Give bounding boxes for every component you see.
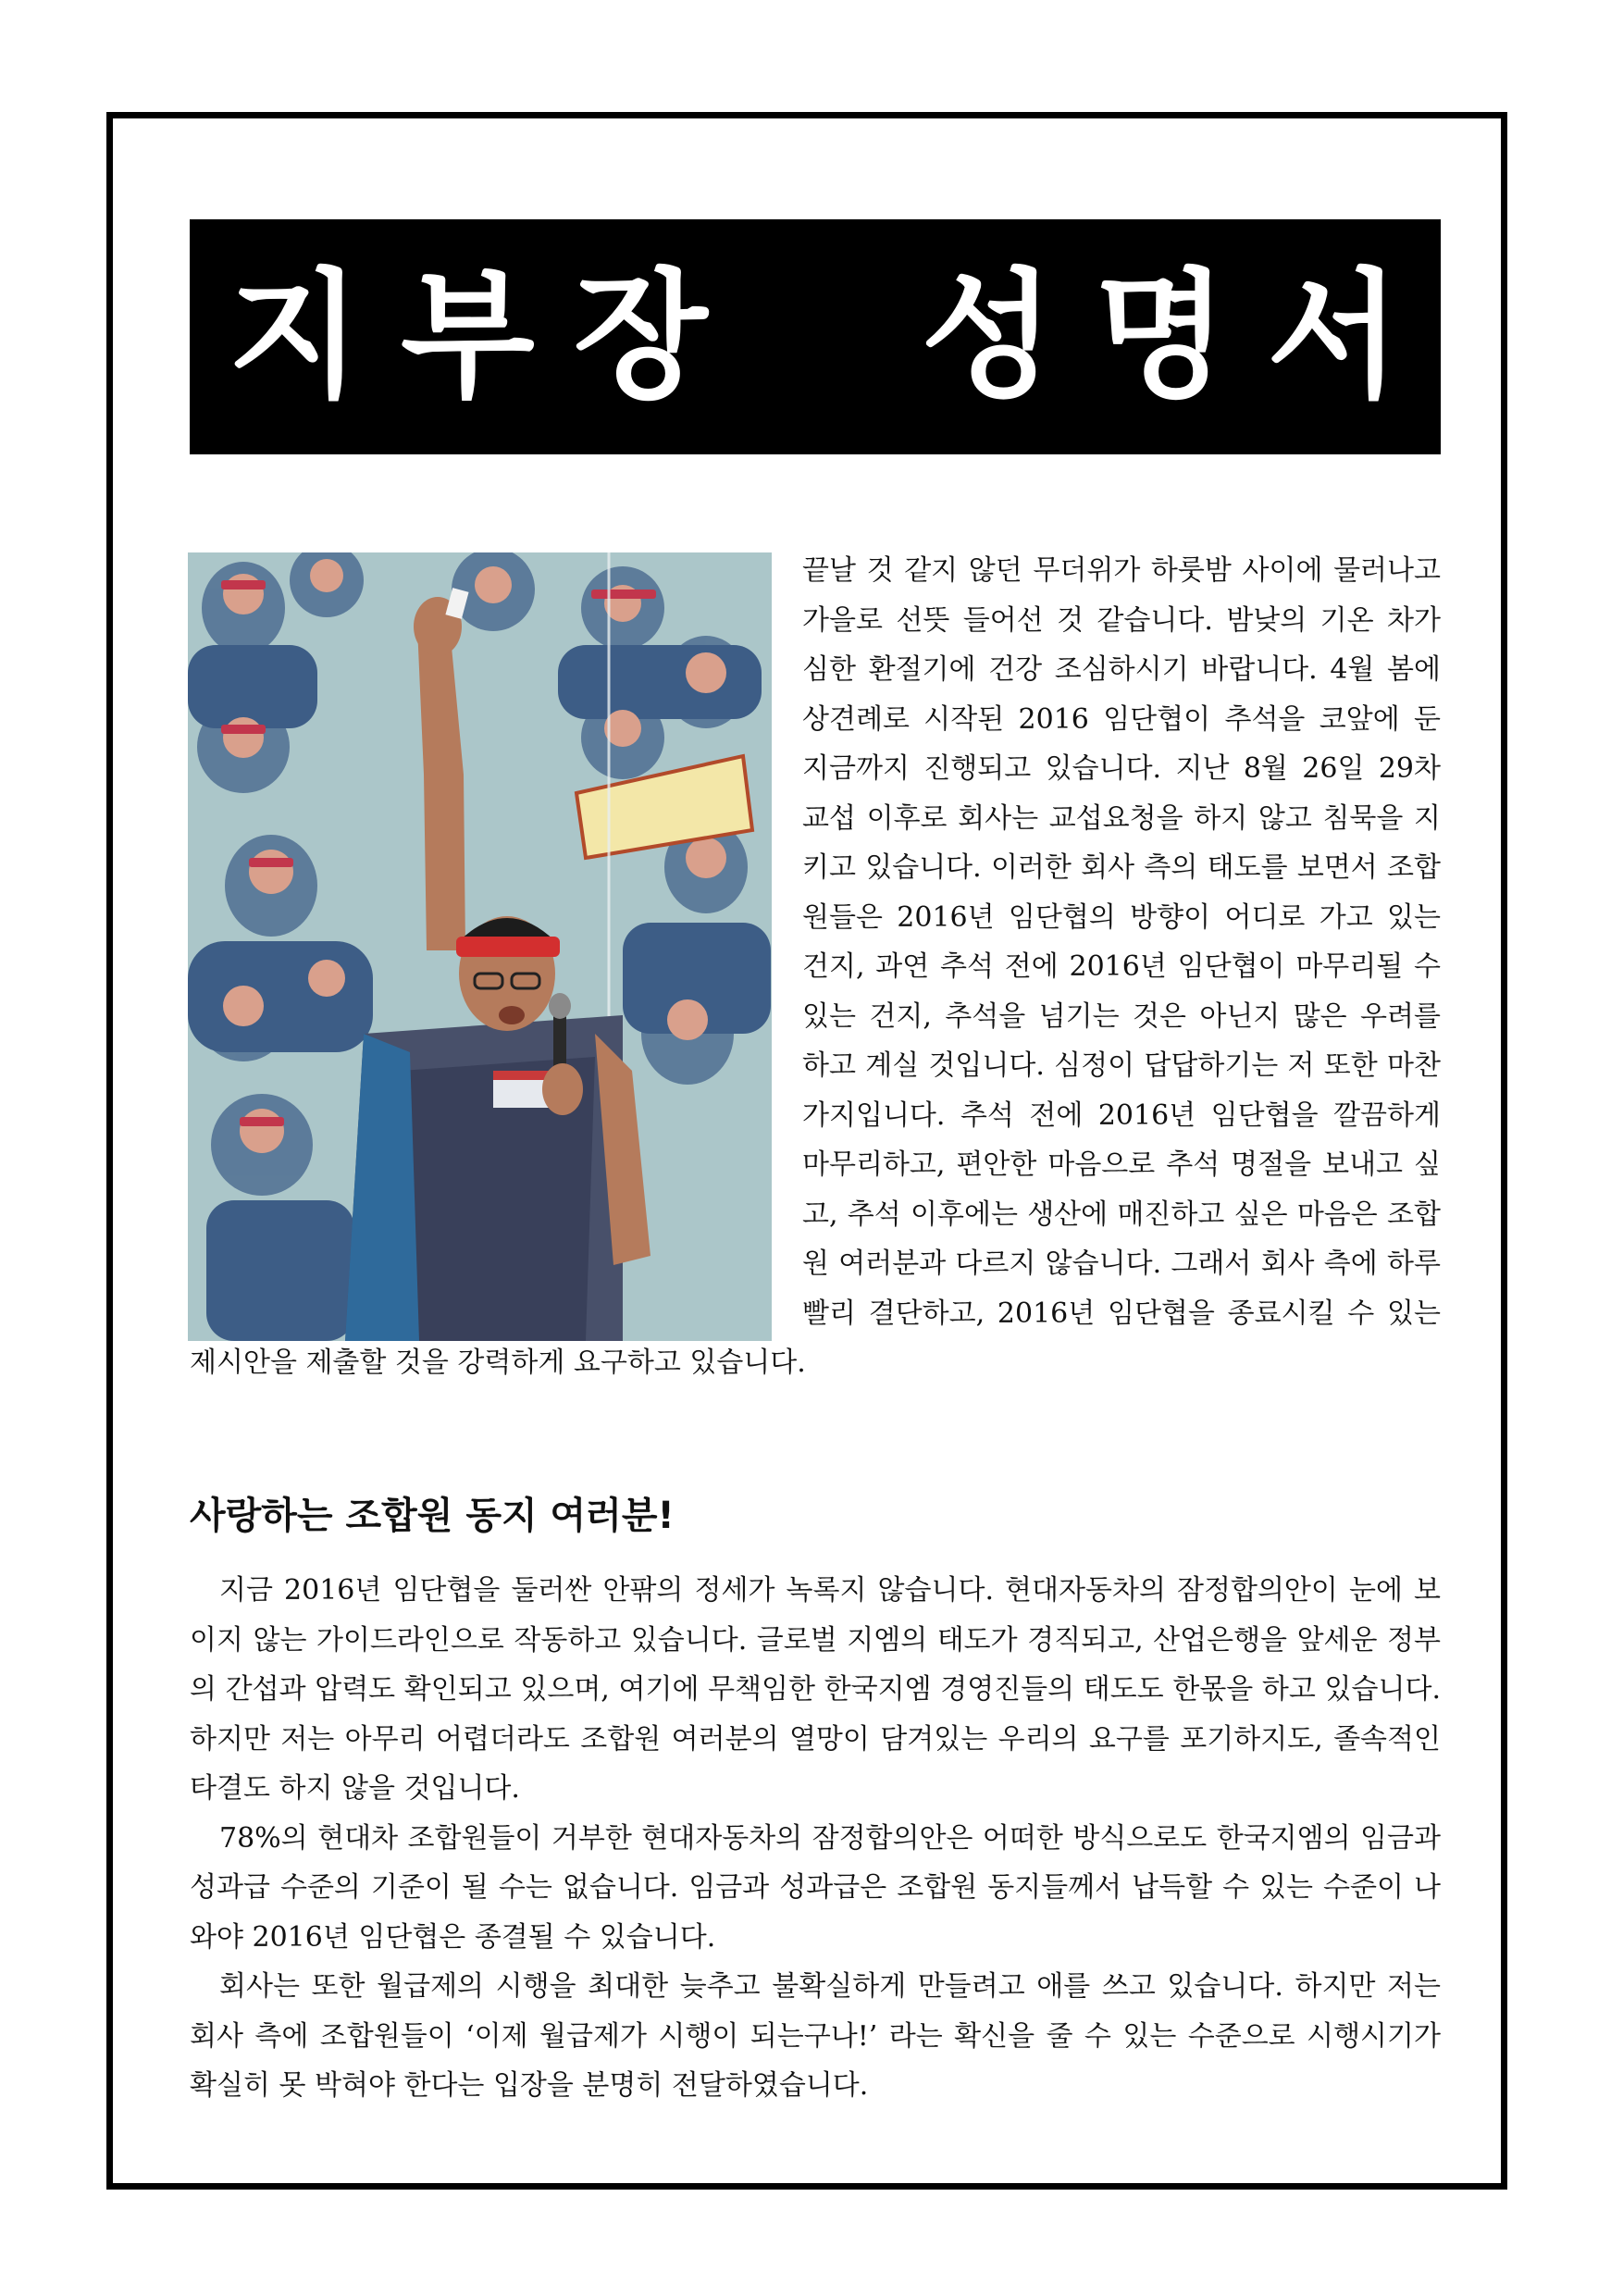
body-paragraph: 78%의 현대차 조합원들이 거부한 현대자동차의 잠정합의안은 어떠한 방식으로도 한국지엠의 임금과 성과급 수준의 기준이 될 수는 없습니다. 임금과 성과급은 조합원 동지들께서 납득할 수 있는 수준이 나와야 2016년 임단협은 종결될 수 있습니다. <box>190 1821 1441 1954</box>
intro-paragraph-text: 끝날 것 같지 않던 무더위가 하룻밤 사이에 물러나고 가을로 선뜻 들어선 것 같습니다. 밤낮의 기온 차가 심한 환절기에 건강 조심하시기 바랍니다. 4월 봄에 상견례로 시작된 2016 임단협이 추석을 코앞에 둔 지금까지 진행되고 있습니다. 지난 8월 26일 29차 교섭 이후로 회사는 교섭요청을 하지 않고 침묵을 지키고 있습니다. 이러한 회사 측의 태도를 보면서 조합원들은 2016년 임단협의 방향이 어디로 가고 있는 건지, 과연 추석 전에 2016년 임단협이 마무리될 수 있는 건지, 추석을 넘기는 것은 아닌지 많은 우려를 하고 계실 것입니다. 심정이 답답하기는 저 또한 마찬가지입니다. 추석 전에 2016년 임단협을 깔끔하게 마무리하고, 편안한 마음으로 추석 명절을 보내고 싶고, 추석 이후에는 생산에 매진하고 싶은 마음은 조합원 여러분과 다르지 않습니다. 그래서 회사 측에 하루빨리 결단하고, 2016년 임단협을 종료시킬 수 있는 제시안을 제출할 것을 강력하게 요구하고 있습니다. <box>190 554 1441 1379</box>
section-heading: 사랑하는 조합원 동지 여러분! <box>190 1495 675 1537</box>
body-paragraph: 회사는 또한 월급제의 시행을 최대한 늦추고 불확실하게 만들려고 애를 쓰고 있습니다. 하지만 저는 회사 측에 조합원들이 ‘이제 월급제가 시행이 되는구나!’ 라는 확신을 줄 수 있는 수준으로 시행시기가 확실히 못 박혀야 한다는 입장을 분명히 전달하였습니다. <box>190 1970 1441 2102</box>
title-banner <box>190 219 1441 454</box>
page-title: 지부장 성명서 <box>228 256 1440 417</box>
intro-paragraph <box>190 546 1441 1388</box>
body-paragraph: 지금 2016년 임단협을 둘러싼 안팎의 정세가 녹록지 않습니다. 현대자동차의 잠정합의안이 눈에 보이지 않는 가이드라인으로 작동하고 있습니다. 글로벌 지엠의 태도가 경직되고, 산업은행을 앞세운 정부의 간섭과 압력도 확인되고 있으며, 여기에 무책임한 한국지엠 경영진들의 태도도 한몫을 하고 있습니다. 하지만 저는 아무리 어렵더라도 조합원 여러분의 열망이 담겨있는 우리의 요구를 포기하지도, 졸속적인 타결도 하지 않을 것입니다. <box>190 1574 1441 1805</box>
body-section <box>190 1566 1441 2111</box>
